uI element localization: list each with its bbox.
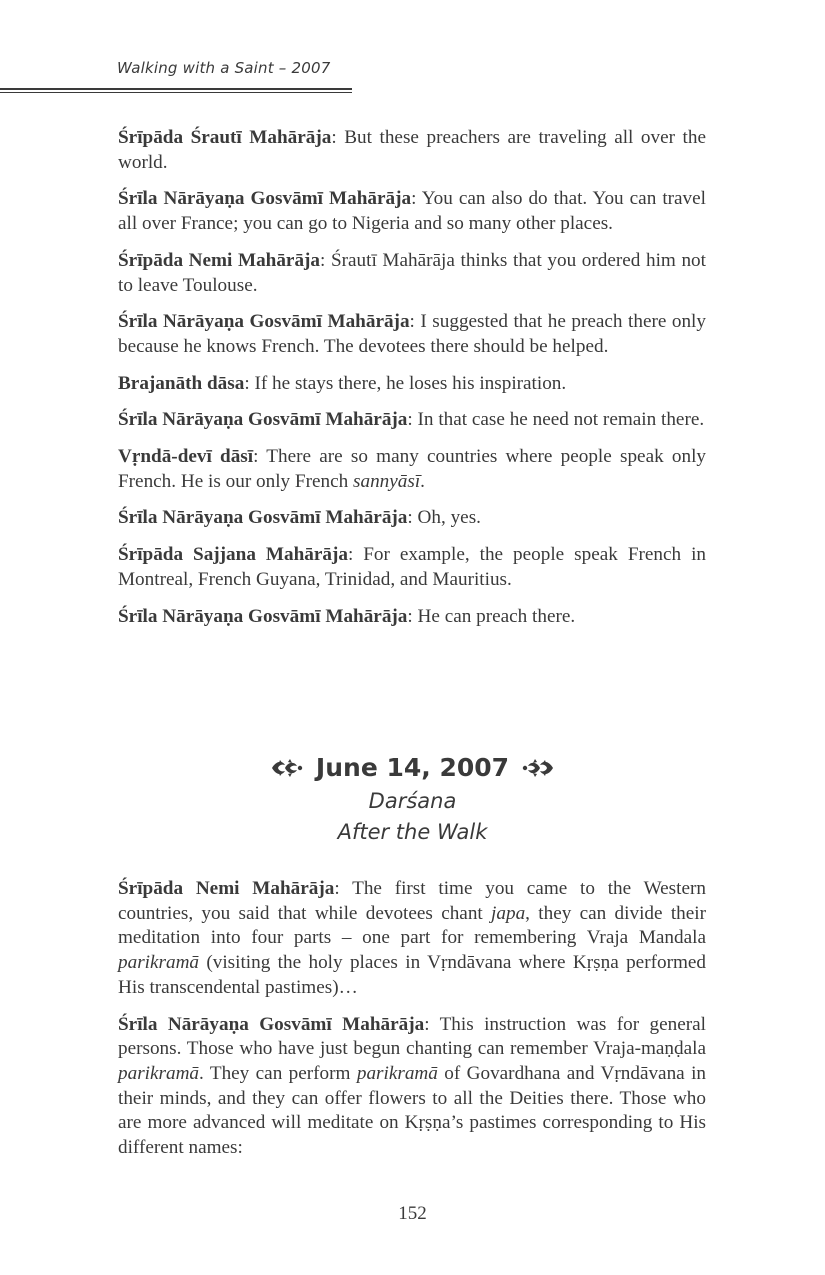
page-number: 152 bbox=[398, 1203, 427, 1224]
dialogue-paragraph bbox=[118, 1013, 706, 1161]
speaker-name: Śrīpāda Nemi Mahārāja bbox=[118, 249, 321, 271]
dialogue-paragraph bbox=[118, 877, 706, 1001]
dialogue-text: : If he stays there, he loses his inspiration. bbox=[244, 372, 567, 394]
dialogue-text: of Govardhana and Vṛndāvana in their minds, and they can offer flowers to all the Deities there. Those who are more advanced will meditate on Kṛṣṇa’s pastimes corresponding to His different names: bbox=[118, 1062, 706, 1159]
dialogue-text: : You can also do that. You can travel all over France; you can go to Nigeria and so many other places. bbox=[118, 188, 706, 235]
speaker-name: Śrīpāda Śrautī Mahārāja bbox=[118, 127, 332, 148]
section-subtitle: Darśana bbox=[368, 789, 457, 813]
dialogue-text: : Śrautī Mahārāja thinks that you ordered him not to leave Toulouse. bbox=[118, 249, 706, 296]
italic-term: parikramā bbox=[356, 1062, 438, 1084]
dialogue-block-1 bbox=[118, 126, 706, 641]
dialogue-text: . bbox=[420, 470, 425, 492]
speaker-name: Śrīpāda Sajjana Mahārāja bbox=[118, 544, 348, 566]
dialogue-block-2 bbox=[118, 877, 706, 1173]
dialogue-text: : But these preachers are traveling all over the world. bbox=[118, 127, 706, 173]
dialogue-paragraph bbox=[118, 310, 706, 359]
speaker-name: Vṛndā-devī dāsī bbox=[118, 446, 254, 468]
dialogue-paragraph bbox=[118, 408, 706, 433]
section-date: June 14, 2007 bbox=[315, 753, 510, 782]
section-date-line bbox=[270, 750, 555, 786]
speaker-name: Śrīla Nārāyaṇa Gosvāmī Mahārāja bbox=[118, 1013, 425, 1035]
dialogue-text: : There are so many countries where people speak only French. He is our only French bbox=[118, 446, 707, 492]
dialogue-text: (visiting the holy places in Vṛndāvana where Kṛṣṇa performed His transcendental pastimes)… bbox=[118, 952, 706, 998]
italic-term: parikramā bbox=[118, 952, 200, 974]
floral-ornament-right-icon bbox=[521, 757, 555, 779]
dialogue-text: , they can divide their meditation into four parts – one part for remembering Vraja Mandala bbox=[118, 902, 706, 949]
dialogue-text: : The first time you came to the Western countries, you said that while devotees chant bbox=[118, 878, 706, 924]
speaker-name: Śrīla Nārāyaṇa Gosvāmī Mahārāja bbox=[118, 409, 408, 431]
speaker-name: Śrīla Nārāyaṇa Gosvāmī Mahārāja bbox=[118, 507, 408, 529]
dialogue-paragraph bbox=[118, 605, 706, 630]
section-subtitle-2: After the Walk bbox=[337, 820, 488, 844]
italic-term: japa bbox=[491, 902, 526, 924]
italic-term: parikramā bbox=[118, 1062, 200, 1084]
dialogue-text: : Oh, yes. bbox=[407, 507, 481, 529]
dialogue-paragraph bbox=[118, 187, 706, 236]
running-head-title: Walking with a Saint – 2007 bbox=[117, 59, 331, 77]
dialogue-paragraph bbox=[118, 372, 706, 397]
dialogue-paragraph bbox=[118, 126, 706, 175]
speaker-name: Śrīla Nārāyaṇa Gosvāmī Mahārāja bbox=[118, 188, 412, 210]
italic-term: sannyāsī bbox=[353, 470, 421, 492]
section-heading bbox=[0, 750, 825, 848]
speaker-name: Brajanāth dāsa bbox=[118, 372, 245, 394]
dialogue-text: : I suggested that he preach there only because he knows French. The devotees there should be helped. bbox=[118, 311, 706, 357]
speaker-name: Śrīla Nārāyaṇa Gosvāmī Mahārāja bbox=[118, 311, 410, 333]
header-rule-thin bbox=[0, 92, 352, 93]
dialogue-paragraph bbox=[118, 543, 706, 592]
speaker-name: Śrīla Nārāyaṇa Gosvāmī Mahārāja bbox=[118, 605, 408, 627]
speaker-name: Śrīpāda Nemi Mahārāja bbox=[118, 878, 335, 899]
floral-ornament-left-icon bbox=[270, 757, 304, 779]
dialogue-text: : For example, the people speak French in Montreal, French Guyana, Trinidad, and Mauritius. bbox=[118, 544, 706, 590]
dialogue-text: . They can perform bbox=[199, 1062, 357, 1084]
header-rule-thick bbox=[0, 88, 352, 90]
dialogue-paragraph bbox=[118, 249, 706, 298]
dialogue-text: : This instruction was for general persons. Those who have just begun chanting can remember Vraja-maṇḍala bbox=[118, 1013, 706, 1060]
dialogue-paragraph bbox=[118, 445, 706, 494]
dialogue-text: : He can preach there. bbox=[407, 605, 576, 627]
dialogue-text: : In that case he need not remain there. bbox=[407, 409, 705, 431]
dialogue-paragraph bbox=[118, 506, 706, 531]
